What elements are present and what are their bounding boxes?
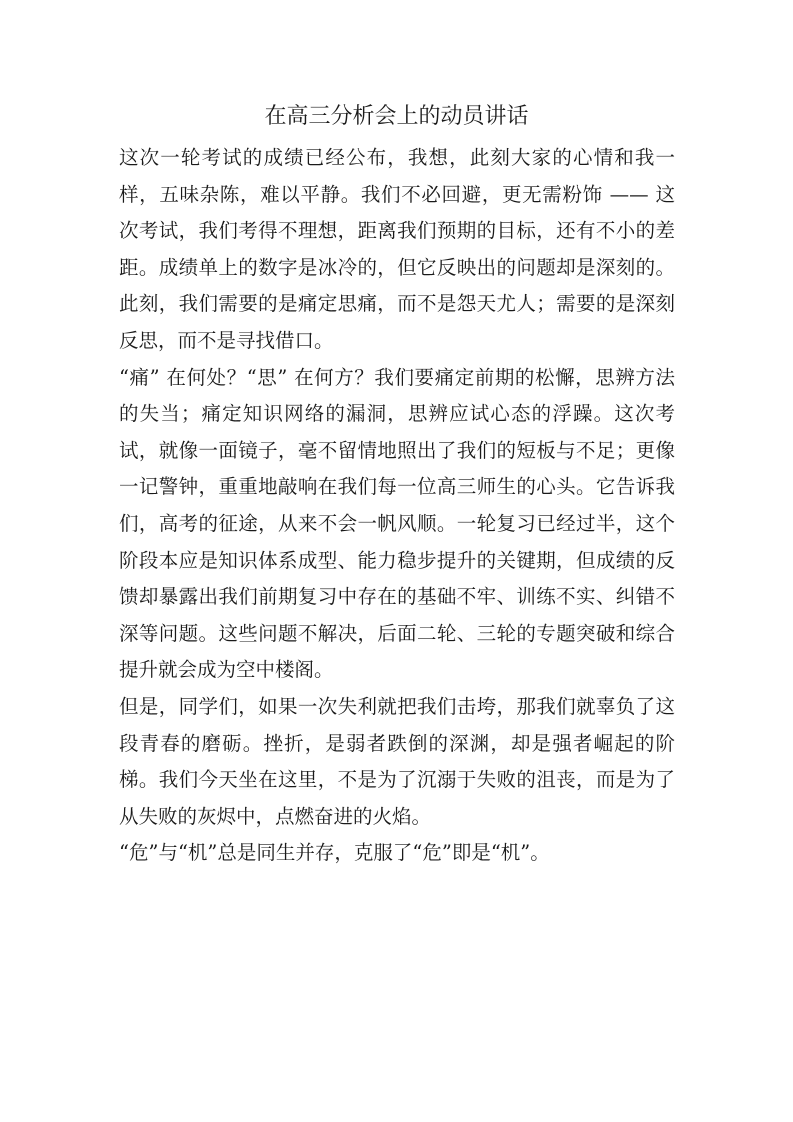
document-body (119, 140, 675, 872)
page-title: 在高三分析会上的动员讲话 (264, 104, 529, 129)
paragraph-1: 这次一轮考试的成绩已经公布，我想，此刻大家的心情和我一样，五味杂陈，难以平静。我们不必回避，更无需粉饰 —— 这次考试，我们考得不理想，距离我们预期的目标，还有不小的差距。成绩单上的数字是冰冷的，但它反映出的问题却是深刻的。此刻，我们需要的是痛定思痛，而不是怨天尤人；需要的是深刻反思，而不是寻找借口。 (119, 146, 675, 352)
paragraph-3: 但是，同学们，如果一次失利就把我们击垮，那我们就辜负了这段青春的磨砺。挫折，是弱者跌倒的深渊，却是强者崛起的阶梯。我们今天坐在这里，不是为了沉溺于失败的沮丧，而是为了从失败的灰烬中，点燃奋进的火焰。 (119, 694, 675, 828)
paragraph-4: “危”与“机”总是同生并存，克服了“危”即是“机”。 (119, 841, 550, 865)
paragraph-2: “痛” 在何处？“思” 在何方？我们要痛定前期的松懈，思辨方法的失当；痛定知识网络的漏洞，思辨应试心态的浮躁。这次考试，就像一面镜子，毫不留情地照出了我们的短板与不足；更像一记警钟，重重地敲响在我们每一位高三师生的心头。它告诉我们，高考的征途，从来不会一帆风顺。一轮复习已经过半，这个阶段本应是知识体系成型、能力稳步提升的关键期，但成绩的反馈却暴露出我们前期复习中存在的基础不牢、训练不实、纠错不深等问题。这些问题不解决，后面二轮、三轮的专题突破和综合提升就会成为空中楼阁。 (119, 365, 675, 682)
